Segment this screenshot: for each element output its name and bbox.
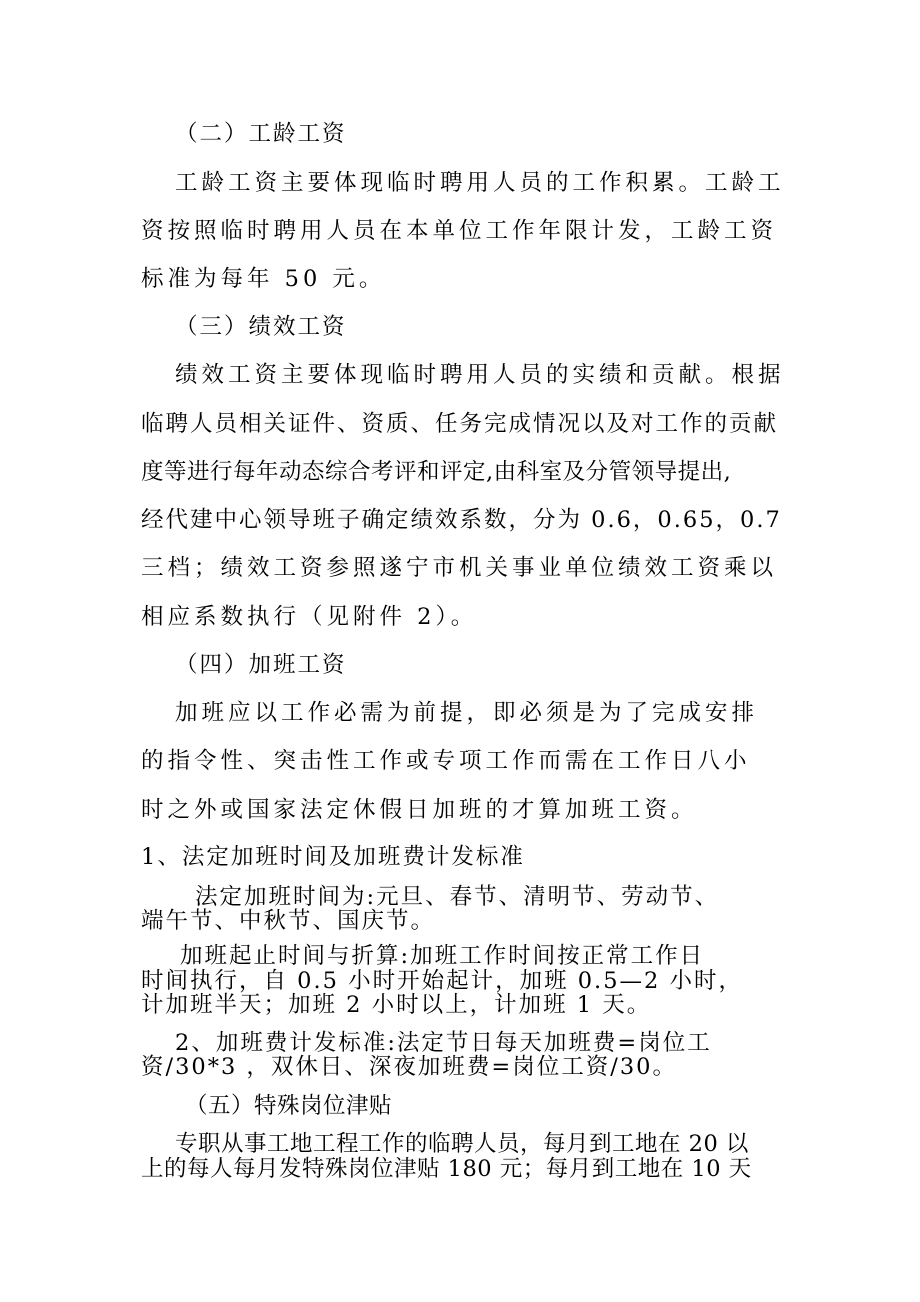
paragraph-line: 时间执行，自 0.5 小时开始起计，加班 0.5—2 小时， [141, 968, 743, 994]
paragraph-line: 临聘人员相关证件、资质、任务完成情况以及对工作的贡献 [141, 411, 779, 437]
paragraph-line: 的指令性、突击性工作或专项工作而需在工作日八小 [141, 748, 751, 774]
paragraph-line: 加班应以工作必需为前提，即必须是为了完成安排 [175, 700, 759, 726]
subheading-overtime-pay-standard: 2、加班费计发标准:法定节日每天加班费=岗位工 [175, 1030, 712, 1056]
paragraph-line: 资/30*3 ，双休日、深夜加班费=岗位工资/30。 [141, 1054, 677, 1080]
paragraph-line: 时之外或国家法定休假日加班的才算加班工资。 [141, 797, 698, 823]
paragraph-line: 加班起止时间与折算:加班工作时间按正常工作日 [180, 943, 705, 969]
subheading-statutory-overtime: 1、法定加班时间及加班费计发标准 [141, 844, 525, 870]
paragraph-line: 经代建中心领导班子确定绩效系数，分为 0.6，0.65，0.7 [141, 507, 782, 533]
paragraph-line: 专职从事工地工程工作的临聘人员，每月到工地在 20 以 [175, 1131, 749, 1157]
heading-special-post-allowance: （五）特殊岗位津贴 [185, 1093, 393, 1119]
paragraph-line: 计加班半天；加班 2 小时以上，计加班 1 天。 [141, 992, 652, 1018]
paragraph-line: 绩效工资主要体现临时聘用人员的实绩和贡献。根据 [175, 362, 785, 388]
heading-seniority-wage: （二）工龄工资 [175, 121, 347, 147]
paragraph-line: 相应系数执行（见附件 2）。 [141, 604, 478, 630]
paragraph-line: 上的每人每月发特殊岗位津贴 180 元；每月到工地在 10 天 [141, 1156, 752, 1182]
paragraph-line: 端午节、中秋节、国庆节。 [141, 908, 436, 934]
paragraph-line: 资按照临时聘用人员在本单位工作年限计发，工龄工资 [141, 218, 778, 244]
paragraph-line: 工龄工资主要体现临时聘用人员的工作积累。工龄工 [175, 170, 785, 196]
heading-performance-wage: （三）绩效工资 [175, 314, 347, 340]
heading-overtime-wage: （四）加班工资 [175, 652, 347, 678]
paragraph-line: 法定加班时间为:元旦、春节、清明节、劳动节、 [195, 884, 720, 910]
paragraph-line: 标准为每年 50 元。 [141, 266, 386, 292]
paragraph-line: 度等进行每年动态综合考评和评定,由科室及分管领导提出, [141, 459, 732, 485]
paragraph-line: 三档；绩效工资参照遂宁市机关事业单位绩效工资乘以 [141, 555, 778, 581]
